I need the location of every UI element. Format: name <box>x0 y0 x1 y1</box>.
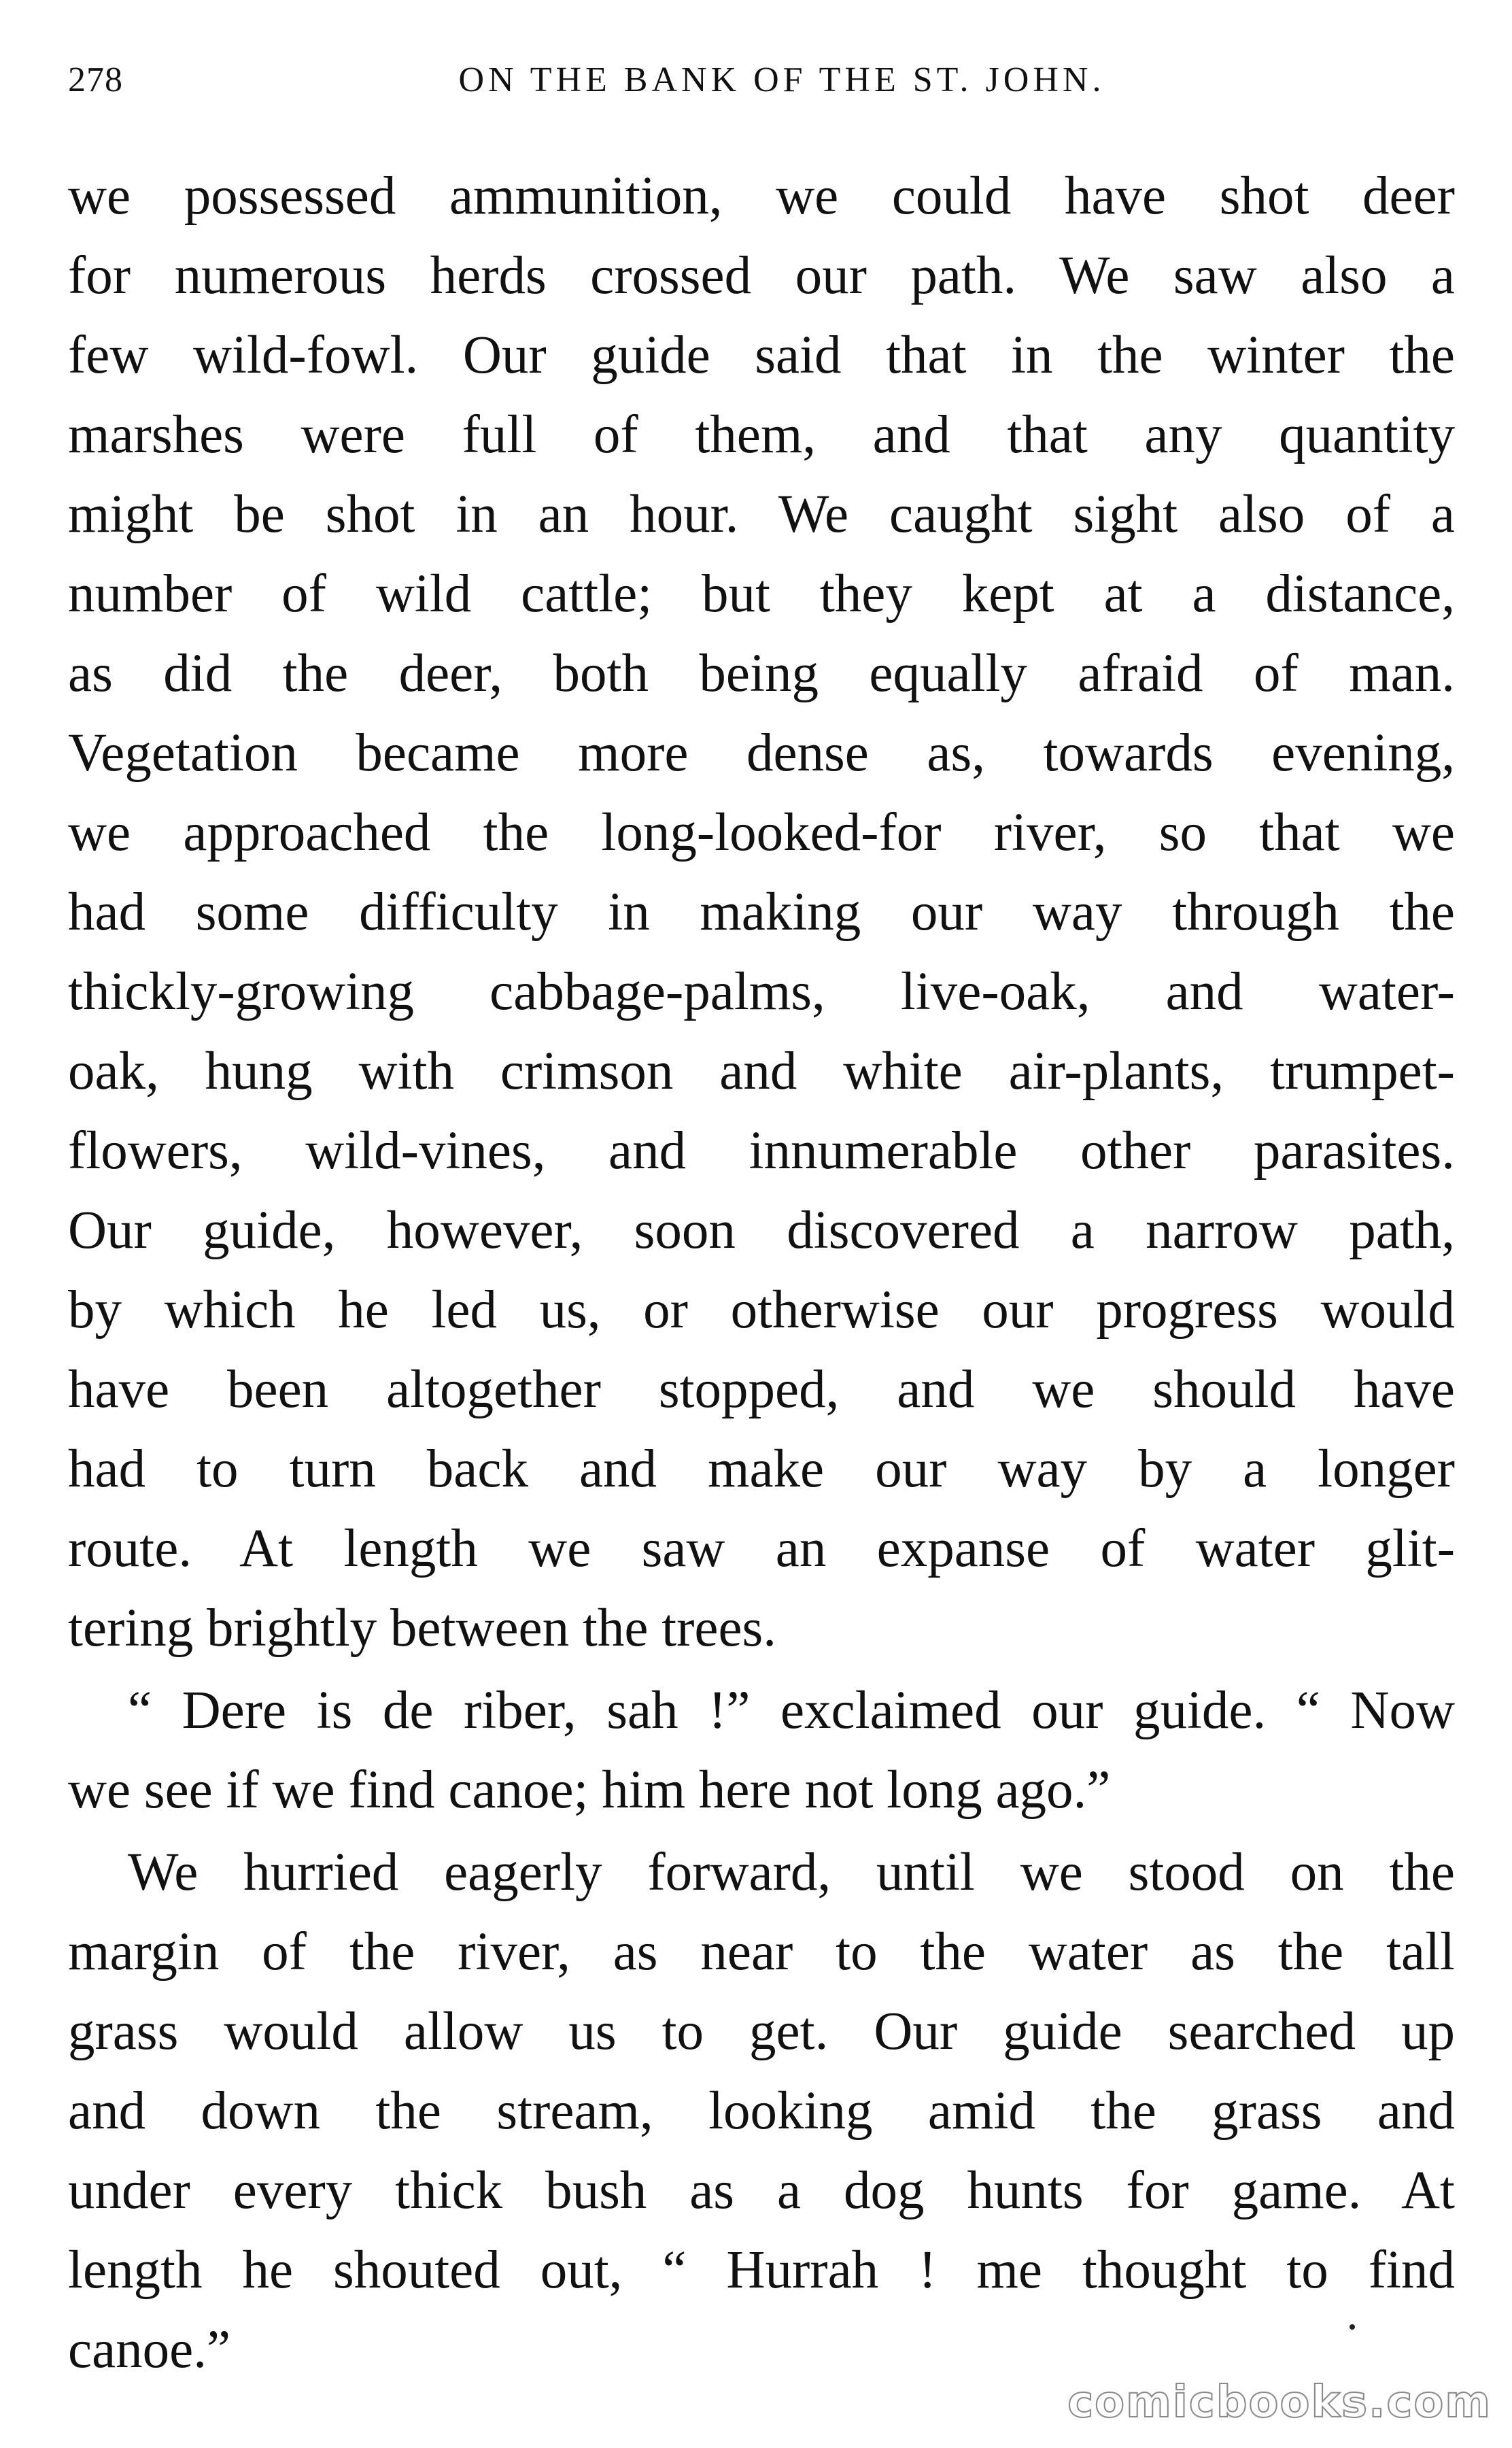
page-header <box>68 60 1455 121</box>
text-line: as did the deer, both being equally afraid of man. <box>68 644 1455 703</box>
paragraph-2 <box>68 1671 1455 1830</box>
text-line: “ Dere is de riber, sah !” exclaimed our guide. “ Now <box>128 1681 1455 1740</box>
text-line: have been altogether stopped, and we should have <box>68 1360 1455 1419</box>
text-line: and down the stream, looking amid the grass and <box>68 2081 1455 2141</box>
text-line: grass would allow us to get. Our guide searched up <box>68 2002 1455 2061</box>
paragraph-3 <box>68 1833 1455 2390</box>
text-line: number of wild cattle; but they kept at a distance, <box>68 564 1455 624</box>
text-line: we possessed ammunition, we could have shot deer <box>68 167 1455 226</box>
text-line: might be shot in an hour. We caught sight also of a <box>68 485 1455 544</box>
print-speck <box>1350 2324 1355 2330</box>
text-line: thickly-growing cabbage-palms, live-oak, and water- <box>68 962 1455 1021</box>
text-line: few wild-fowl. Our guide said that in the winter the <box>68 326 1455 385</box>
text-line: Our guide, however, soon discovered a narrow path, <box>68 1201 1455 1260</box>
text-line: tering brightly between the trees. <box>68 1599 777 1658</box>
text-line: canoe.” <box>68 2320 231 2379</box>
text-line: length he shouted out, “ Hurrah ! me thought to find <box>68 2241 1455 2300</box>
text-line: had some difficulty in making our way through the <box>68 883 1455 942</box>
paragraph-1 <box>68 156 1455 1668</box>
text-line: we see if we find canoe; him here not long ago.” <box>68 1761 1111 1820</box>
running-head: ON THE BANK OF THE ST. JOHN. <box>458 61 1105 99</box>
text-line: by which he led us, or otherwise our progress would <box>68 1280 1455 1340</box>
body-text <box>68 156 1455 2390</box>
text-line: Vegetation became more dense as, towards evening, <box>68 724 1455 783</box>
text-line: route. At length we saw an expanse of water glit- <box>68 1519 1455 1578</box>
text-line: margin of the river, as near to the water as the tall <box>68 1922 1455 1982</box>
watermark-logo: comicbooks.com <box>1067 2377 1492 2428</box>
text-line: oak, hung with crimson and white air-plants, trumpet- <box>68 1042 1455 1101</box>
text-line: flowers, wild-vines, and innumerable other parasites. <box>68 1121 1455 1180</box>
text-line: We hurried eagerly forward, until we stood on the <box>128 1843 1455 1902</box>
text-line: for numerous herds crossed our path. We saw also a <box>68 246 1455 305</box>
page-number: 278 <box>68 61 123 99</box>
text-line: had to turn back and make our way by a longer <box>68 1440 1455 1499</box>
text-line: we approached the long-looked-for river, so that we <box>68 803 1455 862</box>
text-line: marshes were full of them, and that any quantity <box>68 405 1455 464</box>
text-line: under every thick bush as a dog hunts for game. At <box>68 2161 1455 2220</box>
